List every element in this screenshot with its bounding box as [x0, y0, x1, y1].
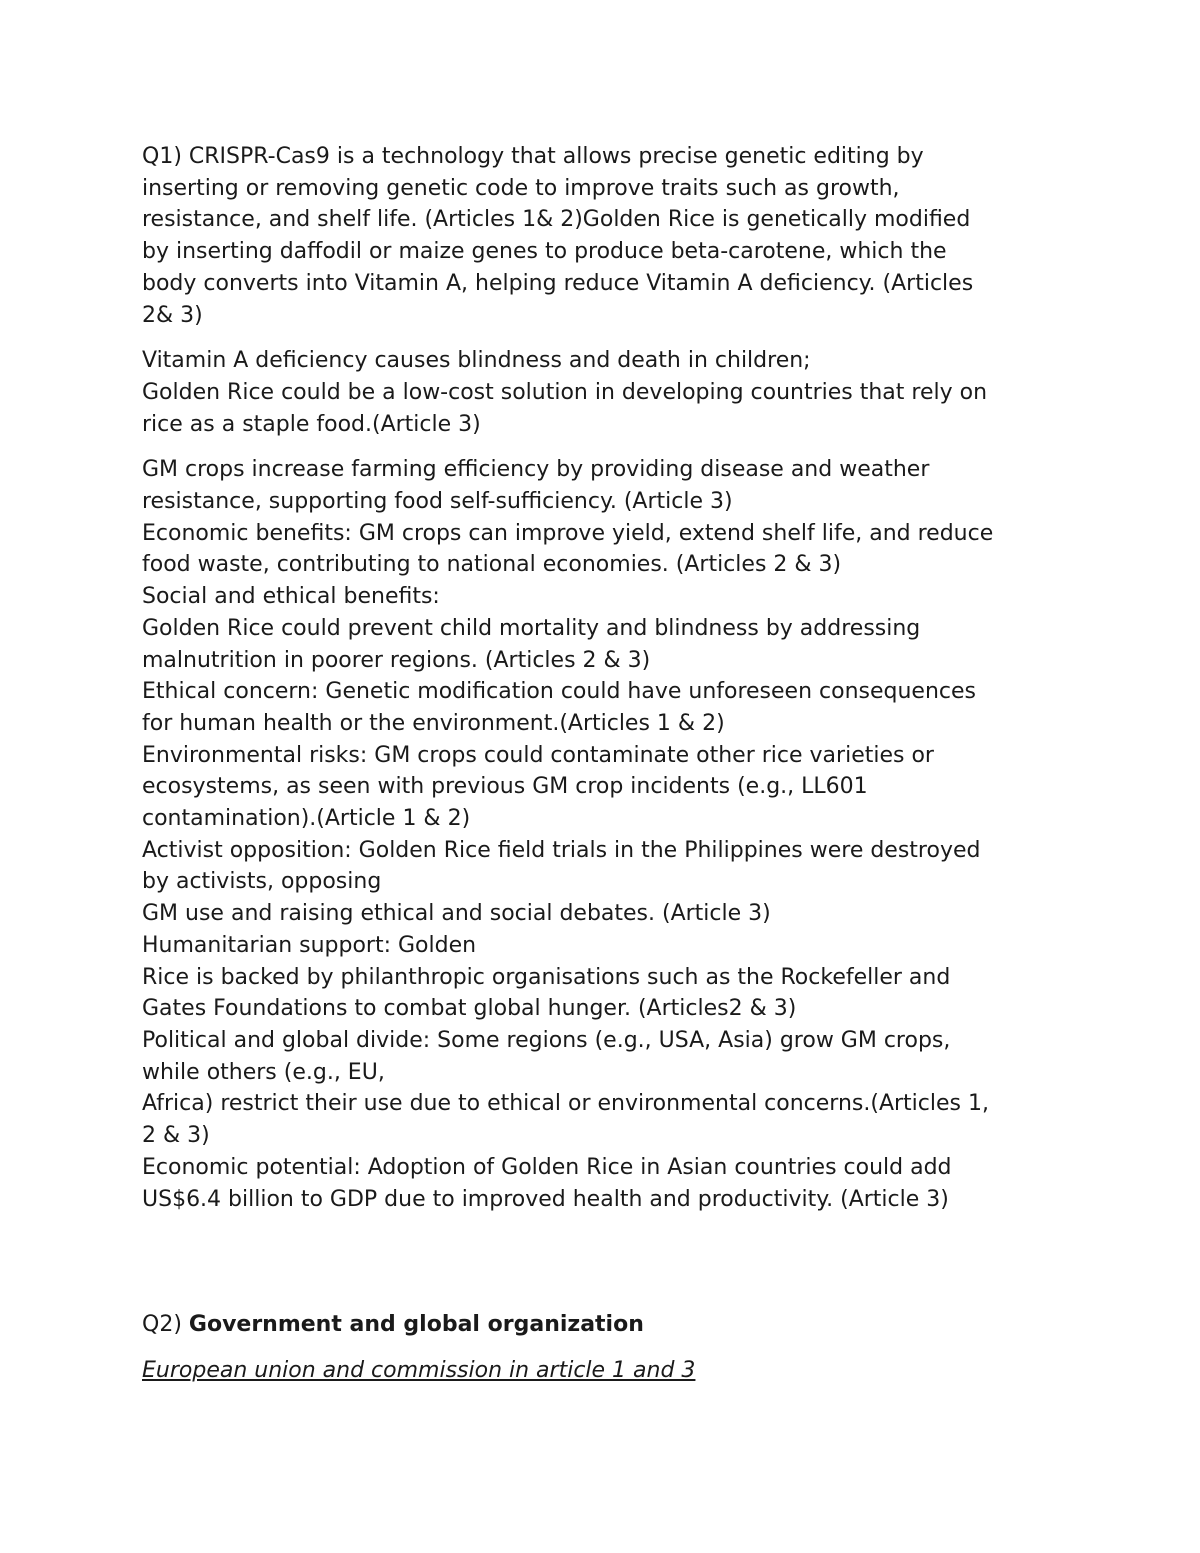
text-line: Social and ethical benefits: — [142, 584, 440, 610]
text-line: Golden Rice could prevent child mortality and blindness by addressing — [142, 615, 921, 641]
text-line: 2& 3) — [142, 302, 203, 328]
text-line: Vitamin A deficiency causes blindness and death in children; — [142, 348, 811, 374]
q1-paragraph-1 — [142, 141, 1062, 331]
text-line: malnutrition in poorer regions. (Articles 2 & 3) — [142, 647, 651, 673]
q1-paragraph-2 — [142, 345, 1062, 440]
text-line: inserting or removing genetic code to improve traits such as growth, — [142, 175, 900, 201]
q1-paragraph-3 — [142, 454, 1062, 1215]
q2-title — [142, 1309, 1062, 1341]
q2-section — [142, 1309, 1062, 1386]
text-line: resistance, supporting food self-sufficiency. (Article 3) — [142, 489, 733, 515]
text-line: body converts into Vitamin A, helping reduce Vitamin A deficiency. (Articles — [142, 270, 974, 296]
text-line: food waste, contributing to national economies. (Articles 2 & 3) — [142, 552, 842, 578]
text-line: Humanitarian support: Golden — [142, 932, 477, 958]
text-line: by inserting daffodil or maize genes to produce beta-carotene, which the — [142, 239, 947, 265]
text-line: Africa) restrict their use due to ethical or environmental concerns.(Articles 1, — [142, 1091, 989, 1117]
text-line: Political and global divide: Some regions (e.g., USA, Asia) grow GM crops, — [142, 1027, 951, 1053]
q2-heading: Government and global organization — [188, 1312, 644, 1338]
text-line: resistance, and shelf life. (Articles 1& 2)Golden Rice is genetically modified — [142, 207, 971, 233]
text-line: Economic potential: Adoption of Golden Rice in Asian countries could add — [142, 1154, 952, 1180]
text-line: ecosystems, as seen with previous GM crop incidents (e.g., LL601 — [142, 774, 868, 800]
text-line: for human health or the environment.(Articles 1 & 2) — [142, 710, 725, 736]
text-line: GM crops increase farming efficiency by providing disease and weather — [142, 457, 930, 483]
text-line: while others (e.g., EU, — [142, 1059, 385, 1085]
text-line: Activist opposition: Golden Rice field trials in the Philippines were destroyed — [142, 837, 981, 863]
document-page — [142, 141, 1062, 1387]
text-line: Q1) CRISPR-Cas9 is a technology that allows precise genetic editing by — [142, 144, 924, 169]
text-line: GM use and raising ethical and social debates. (Article 3) — [142, 901, 771, 927]
q2-label: Q2) — [142, 1312, 189, 1338]
text-line: Economic benefits: GM crops can improve yield, extend shelf life, and reduce — [142, 520, 994, 546]
text-line: US$6.4 billion to GDP due to improved health and productivity. (Article 3) — [142, 1186, 949, 1212]
text-line: contamination).(Article 1 & 2) — [142, 806, 471, 832]
q2-subheading: European union and commission in article 1 and 3 — [142, 1357, 696, 1383]
text-line: by activists, opposing — [142, 869, 382, 895]
text-line: Environmental risks: GM crops could contaminate other rice varieties or — [142, 742, 934, 768]
text-line: Gates Foundations to combat global hunger. (Articles2 & 3) — [142, 996, 797, 1022]
text-line: Rice is backed by philanthropic organisations such as the Rockefeller and — [142, 964, 951, 990]
text-line: 2 & 3) — [142, 1123, 210, 1149]
text-line: Ethical concern: Genetic modification could have unforeseen consequences — [142, 679, 977, 705]
text-line: Golden Rice could be a low-cost solution in developing countries that rely on — [142, 379, 988, 405]
text-line: rice as a staple food.(Article 3) — [142, 411, 481, 437]
